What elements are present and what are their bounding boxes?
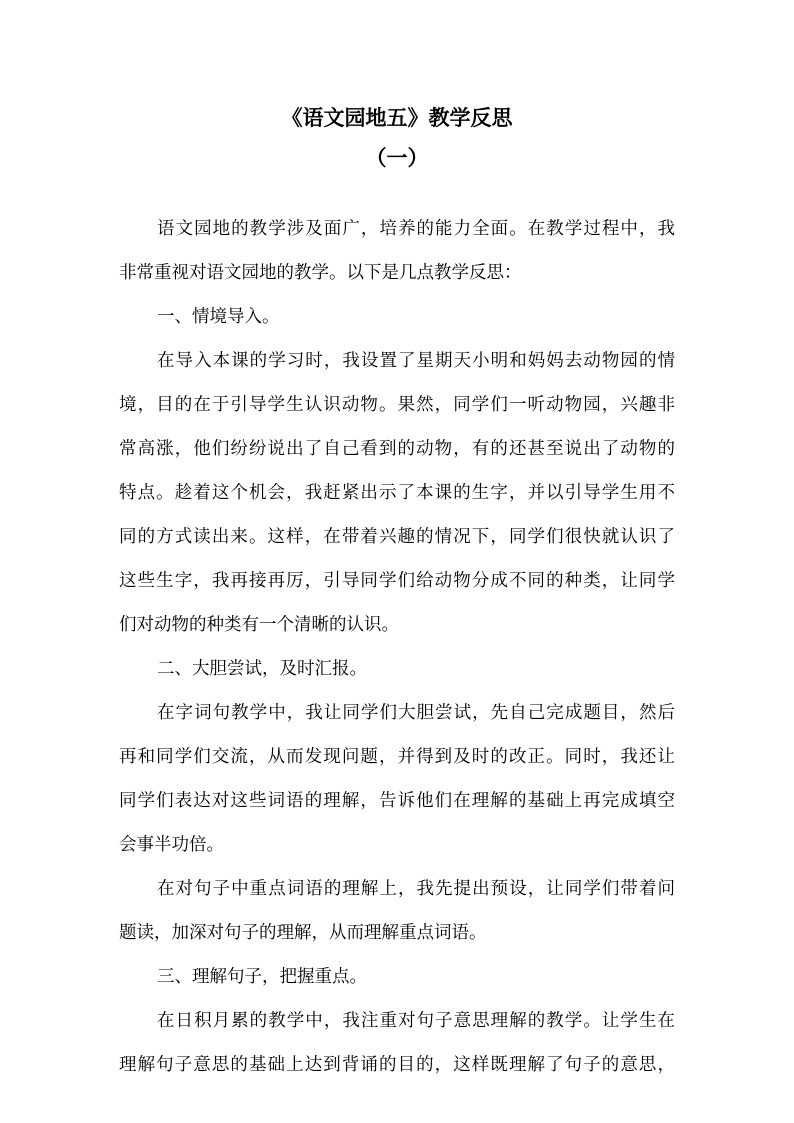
document-title: 《语文园地五》教学反思 <box>281 106 513 130</box>
text-line: 们对动物的种类有一个清晰的认识。 <box>119 615 399 635</box>
text-line: 语文园地的教学涉及面广，培养的能力全面。在教学过程中，我 <box>157 219 675 239</box>
text-line: 理解句子意思的基础上达到背诵的目的，这样既理解了句子的意思， <box>119 1055 675 1075</box>
text-line: 同的方式读出来。这样，在带着兴趣的情况下，同学们很快就认识了 <box>119 527 675 547</box>
text-line: 再和同学们交流，从而发现问题，并得到及时的改正。同时，我还让 <box>119 747 675 767</box>
text-line: 在字词句教学中，我让同学们大胆尝试，先自己完成题目，然后 <box>157 703 675 723</box>
text-line: 这些生字，我再接再厉，引导同学们给动物分成不同的种类，让同学 <box>119 571 675 591</box>
text-line: 在导入本课的学习时，我设置了星期天小明和妈妈去动物园的情 <box>157 351 675 371</box>
section-heading: 三、理解句子，把握重点。 <box>157 967 367 987</box>
text-line: 同学们表达对这些词语的理解，告诉他们在理解的基础上再完成填空 <box>119 791 675 811</box>
section-heading: 二、大胆尝试，及时汇报。 <box>157 659 367 679</box>
document-subtitle: （一） <box>365 146 429 170</box>
text-line: 题读，加深对句子的理解，从而理解重点词语。 <box>119 923 487 943</box>
text-line: 特点。趁着这个机会，我赶紧出示了本课的生字，并以引导学生用不 <box>119 483 675 503</box>
text-line: 会事半功倍。 <box>119 835 224 855</box>
section-heading: 一、情境导入。 <box>157 307 280 327</box>
text-line: 非常重视对语文园地的教学。以下是几点教学反思： <box>119 263 522 283</box>
text-line: 在对句子中重点词语的理解上，我先提出预设，让同学们带着问 <box>157 879 675 899</box>
text-line: 境，目的在于引导学生认识动物。果然，同学们一听动物园，兴趣非 <box>119 395 675 415</box>
text-line: 在日积月累的教学中，我注重对句子意思理解的教学。让学生在 <box>157 1011 675 1031</box>
text-line: 常高涨，他们纷纷说出了自己看到的动物，有的还甚至说出了动物的 <box>119 439 675 459</box>
